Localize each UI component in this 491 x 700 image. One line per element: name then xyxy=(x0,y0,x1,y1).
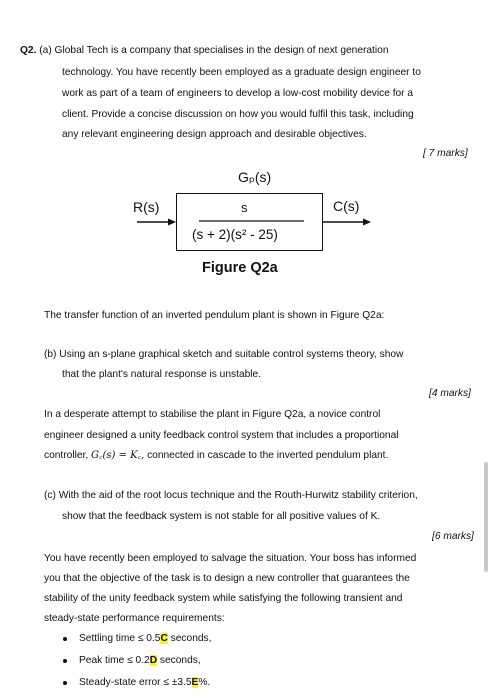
part-a-line-4: client. Provide a concise discussion on how you would fulfil this task, including xyxy=(62,109,414,120)
part-a-line-3: work as part of a team of engineers to develop a low-cost mobility device for a xyxy=(62,88,414,99)
intro-text: The transfer function of an inverted pendulum plant is shown in Figure Q2a: xyxy=(44,310,385,321)
unity-line-3-prefix: controller, xyxy=(44,450,91,461)
controller-equation: G꜀(s) = K꜀, xyxy=(91,450,145,461)
salvage-line-4: steady-state performance requirements: xyxy=(44,613,225,624)
salvage-line-2: you that the objective of the task is to design a new controller that guarantees the xyxy=(44,573,410,584)
requirement-suffix: %. xyxy=(198,677,211,688)
highlighted-variable: E xyxy=(191,677,199,688)
unity-line-1: In a desperate attempt to stabilise the plant in Figure Q2a, a novice control xyxy=(44,409,381,420)
unity-line-3 xyxy=(44,449,388,462)
output-arrowhead xyxy=(363,219,371,226)
part-b-line-2: that the plant's natural response is unstable. xyxy=(62,369,262,380)
unity-line-2: engineer designed a unity feedback control system that includes a proportional xyxy=(44,430,399,441)
part-b-line-1: (b) Using an s-plane graphical sketch and suitable control systems theory, show xyxy=(44,349,404,360)
part-a-line-5: any relevant engineering design approach and desirable objectives. xyxy=(62,129,367,140)
requirement-peak-time xyxy=(79,654,201,667)
salvage-line-3: stability of the unity feedback system while satisfying the following transient and xyxy=(44,593,403,604)
plant-transfer-function-block xyxy=(176,193,323,251)
highlighted-variable: C xyxy=(160,633,168,644)
salvage-line-1: You have recently been employed to salvage the situation. Your boss has informed xyxy=(44,553,417,564)
requirement-text: Settling time ≤ 0.5 xyxy=(79,633,161,644)
part-a-marks: [ 7 marks] xyxy=(423,148,468,159)
block-diagram-arrows xyxy=(0,0,491,300)
part-c-line-2: show that the feedback system is not stable for all positive values of K. xyxy=(62,511,381,522)
part-b-marks: [4 marks] xyxy=(429,388,471,399)
input-arrowhead xyxy=(168,219,176,226)
vertical-scrollbar-thumb[interactable] xyxy=(484,462,488,572)
transfer-denominator: (s + 2)(s² - 25) xyxy=(192,227,278,242)
requirement-text: Steady-state error ≤ ±3.5 xyxy=(79,677,192,688)
requirement-suffix: seconds, xyxy=(167,633,212,644)
part-a-line-1: (a) Global Tech is a company that specialises in the design of next generation xyxy=(39,45,389,56)
requirement-text: Peak time ≤ 0.2 xyxy=(79,655,150,666)
bullet-icon xyxy=(63,637,67,641)
requirement-steady-state-error xyxy=(79,676,210,689)
output-signal-label: C(s) xyxy=(333,198,360,214)
requirement-suffix: seconds, xyxy=(157,655,201,666)
unity-line-3-suffix: connected in cascade to the inverted pendulum plant. xyxy=(144,450,389,461)
part-c-marks: [6 marks] xyxy=(432,531,474,542)
part-c-line-1: (c) With the aid of the root locus technique and the Routh-Hurwitz stability criterion, xyxy=(44,490,418,501)
transfer-numerator: s xyxy=(241,200,248,215)
question-number: Q2. xyxy=(20,45,37,56)
highlighted-variable: D xyxy=(149,655,158,666)
part-a-line-2: technology. You have recently been employed as a graduate design engineer to xyxy=(62,67,421,78)
requirement-settling-time xyxy=(79,632,211,645)
bullet-icon xyxy=(63,659,67,663)
plant-label: Gₚ(s) xyxy=(238,169,272,185)
figure-caption: Figure Q2a xyxy=(202,260,278,276)
bullet-icon xyxy=(63,681,67,685)
input-signal-label: R(s) xyxy=(133,199,160,215)
